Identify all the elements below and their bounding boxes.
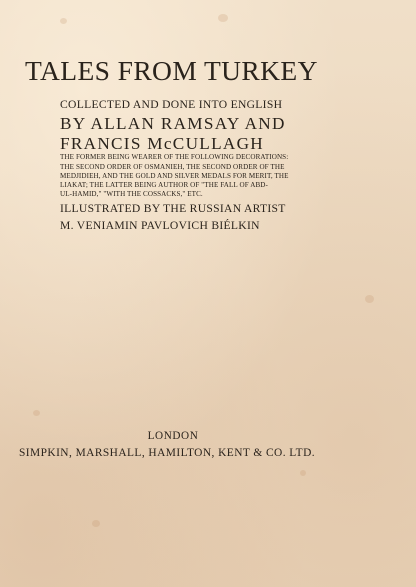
foxing-spot xyxy=(33,410,40,416)
authors-line-1: BY ALLAN RAMSAY AND xyxy=(60,114,286,133)
decorations-line-3: MEDJIDIEH, AND THE GOLD AND SILVER MEDALS FOR MERIT, THE xyxy=(60,172,289,180)
foxing-spot xyxy=(60,18,67,24)
publication-city: LONDON xyxy=(147,430,199,442)
decorations-line-4: LIAKAT; THE LATTER BEING AUTHOR OF "THE FALL OF ABD- xyxy=(60,181,268,189)
foxing-spot xyxy=(92,520,100,527)
foxing-spot xyxy=(300,470,306,476)
publisher: SIMPKIN, MARSHALL, HAMILTON, KENT & CO. LTD. xyxy=(19,447,316,459)
illustrator-line-2: M. VENIAMIN PAVLOVICH BIÉLKIN xyxy=(60,219,260,232)
foxing-spot xyxy=(218,14,228,22)
book-title: TALES FROM TURKEY xyxy=(25,55,318,86)
decorations-line-1: THE FORMER BEING WEARER OF THE FOLLOWING DECORATIONS: xyxy=(60,153,289,161)
decorations-line-5: UL-HAMID," "WITH THE COSSACKS," ETC. xyxy=(60,190,203,198)
authors-line-2: FRANCIS McCULLAGH xyxy=(60,134,265,153)
subtitle: COLLECTED AND DONE INTO ENGLISH xyxy=(60,98,283,111)
illustrator-line-1: ILLUSTRATED BY THE RUSSIAN ARTIST xyxy=(60,202,286,215)
decorations-line-2: THE SECOND ORDER OF OSMANIEH, THE SECOND ORDER OF THE xyxy=(60,163,285,171)
foxing-spot xyxy=(365,295,374,303)
